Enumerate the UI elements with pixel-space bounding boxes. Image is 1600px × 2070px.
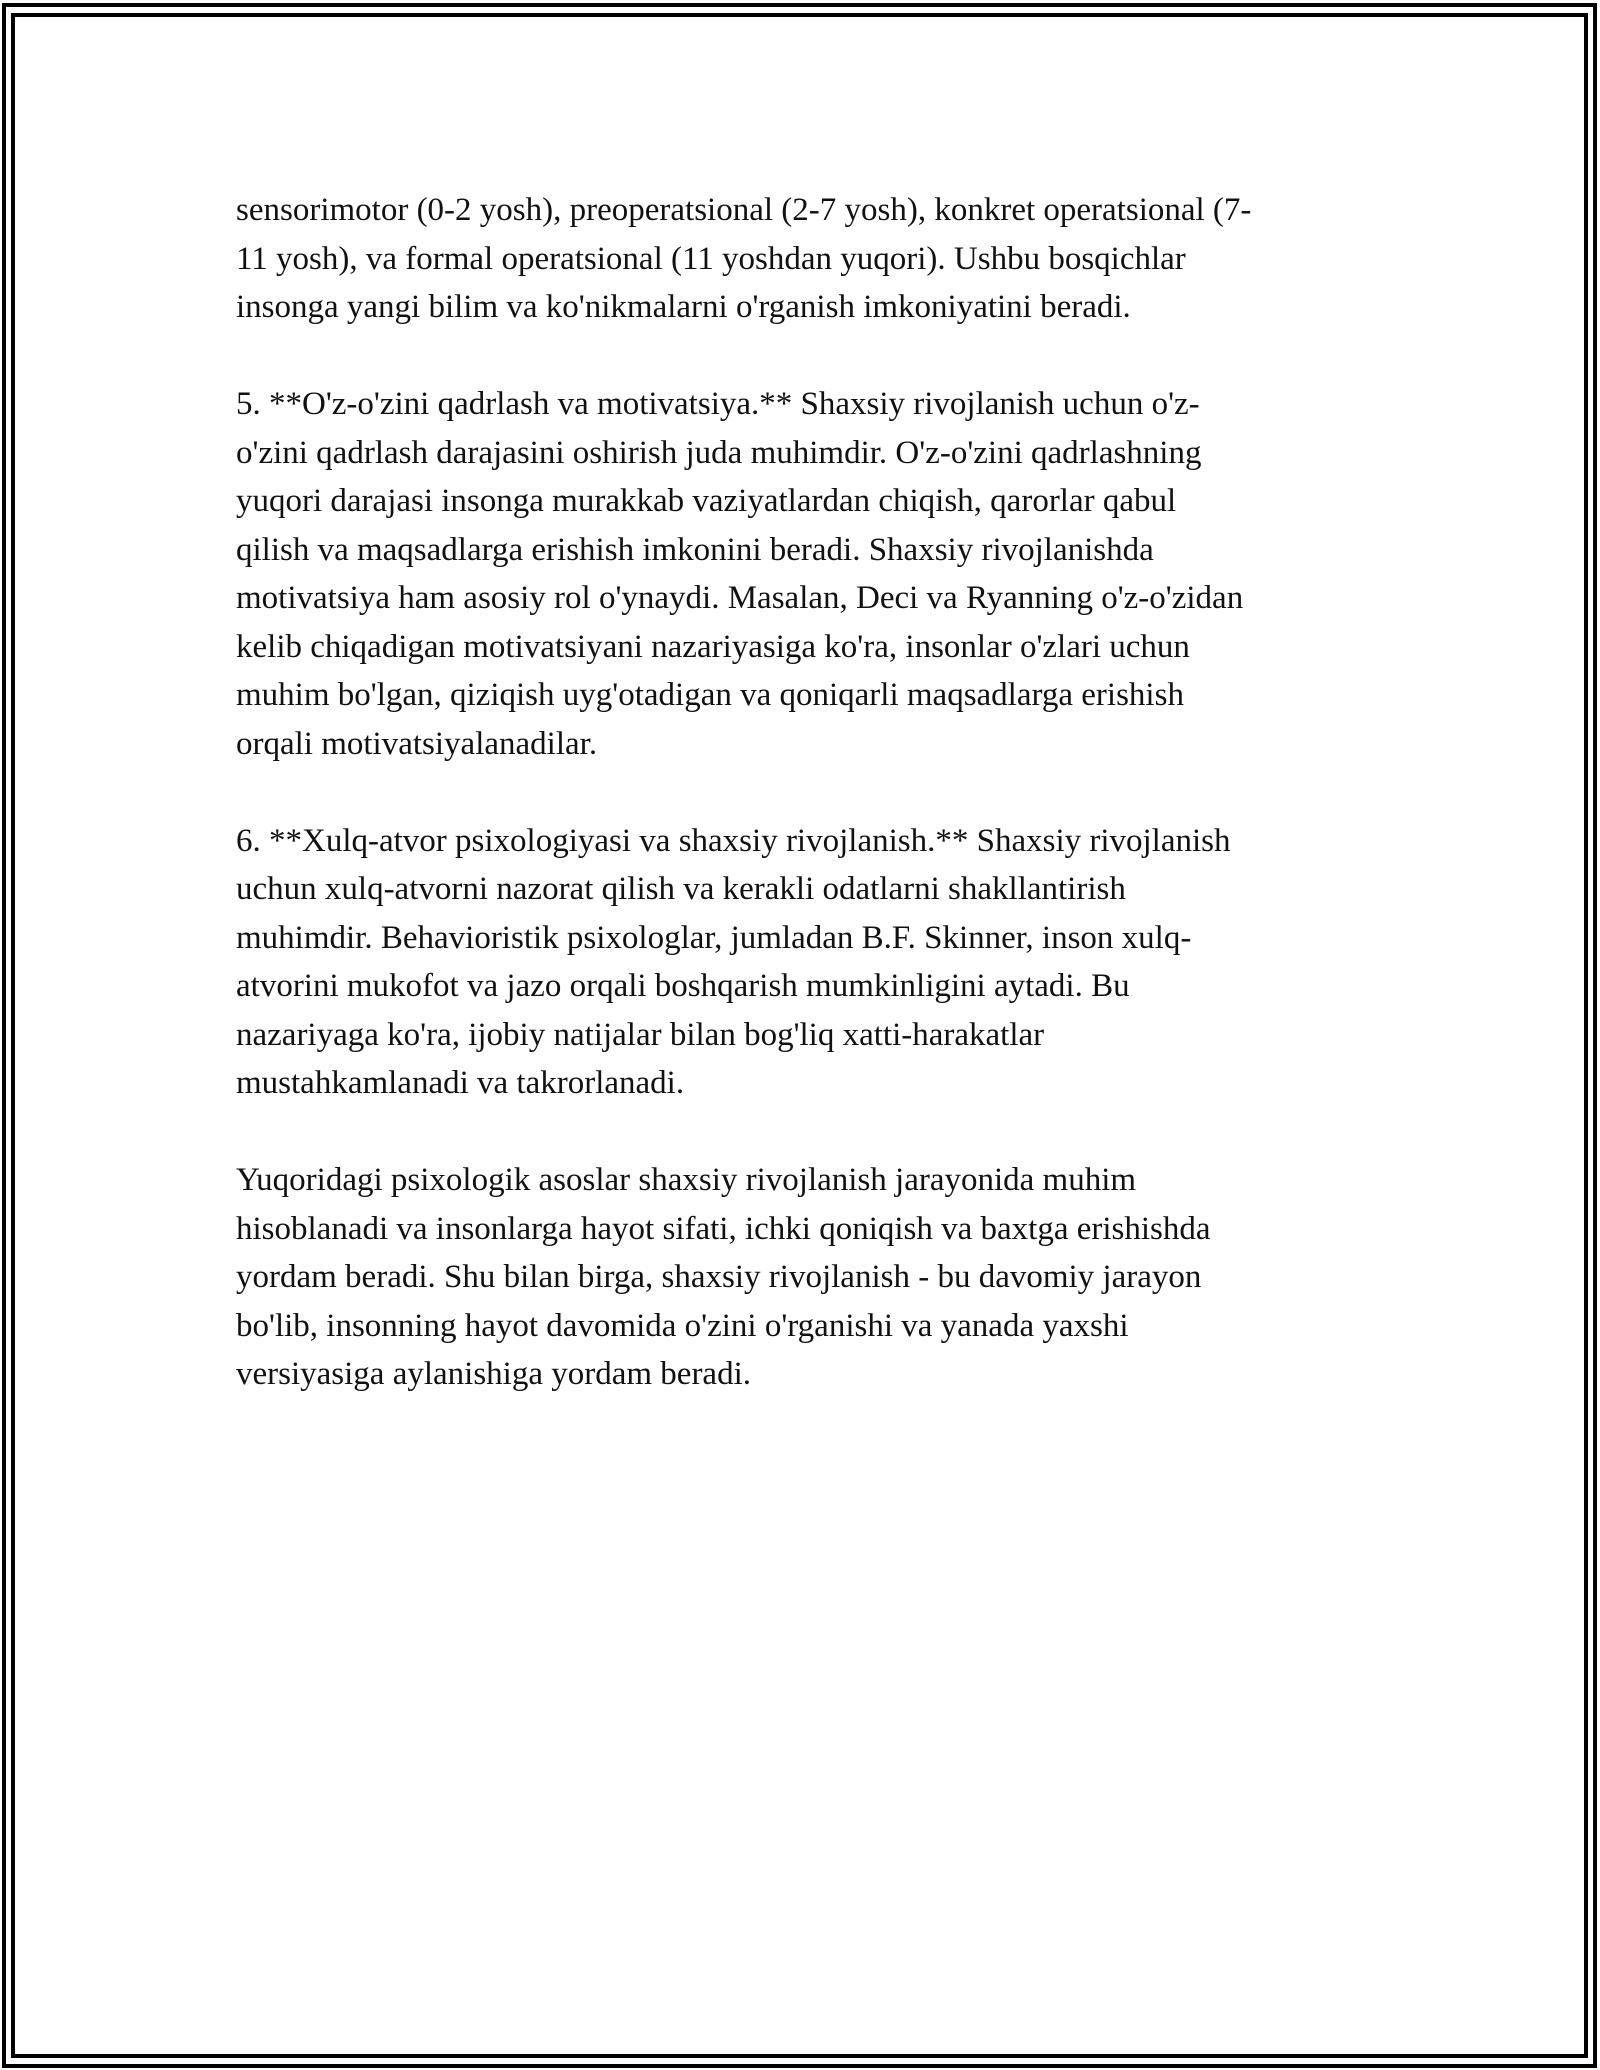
paragraph-behavior-psychology: 6. **Xulq-atvor psixologiyasi va shaxsiy rivojlanish.** Shaxsiy rivojlanish uchun xulq-atvorni nazorat qilish va kerakli odatlarni shakllantirish muhimdir. Behavioristik psixologlar, jumladan B.F. Skinner, inson xulq- atvorini mukofot va jazo orqali boshqarish mumkinligini aytadi. Bu nazariyaga ko'ra, ijobiy natijalar bilan bog'liq xatti-harakatlar mustahkamlanadi va takrorlanadi. xyxy=(236,822,1231,1101)
paragraph-conclusion: Yuqoridagi psixologik asoslar shaxsiy rivojlanish jarayonida muhim hisoblanadi va insonlarga hayot sifati, ichki qoniqish va baxtga erishishda yordam beradi. Shu bilan birga, shaxsiy rivojlanish - bu davomiy jarayon bo'lib, insonning hayot davomida o'zini o'rganishi va yanada yaxshi versiyasiga aylanishiga yordam beradi. xyxy=(236,1162,1211,1392)
paragraph-self-esteem-motivation: 5. **O'z-o'zini qadrlash va motivatsiya.** Shaxsiy rivojlanish uchun o'z- o'zini qadrlash darajasini oshirish juda muhimdir. O'z-o'zini qadrlashning yuqori darajasi insonga murakkab vaziyatlardan chiqish, qarorlar qabul qilish va maqsadlarga erishish imkonini beradi. Shaxsiy rivojlanishda motivatsiya ham asosiy rol o'ynaydi. Masalan, Deci va Ryanning o'z-o'zidan kelib chiqadigan motivatsiyani nazariyasiga ko'ra, insonlar o'zlari uchun muhim bo'lgan, qiziqish uyg'otadigan va qoniqarli maqsadlarga erishish orqali motivatsiyalanadilar. xyxy=(236,386,1244,762)
paragraph-stages-continuation: sensorimotor (0-2 yosh), preoperatsional (2-7 yosh), konkret operatsional (7- 11 yosh), va formal operatsional (11 yoshdan yuqori). Ushbu bosqichlar insonga yangi bilim va ko'nikmalarni o'rganish imkoniyatini beradi. xyxy=(236,192,1252,325)
document-body xyxy=(236,186,1376,1447)
